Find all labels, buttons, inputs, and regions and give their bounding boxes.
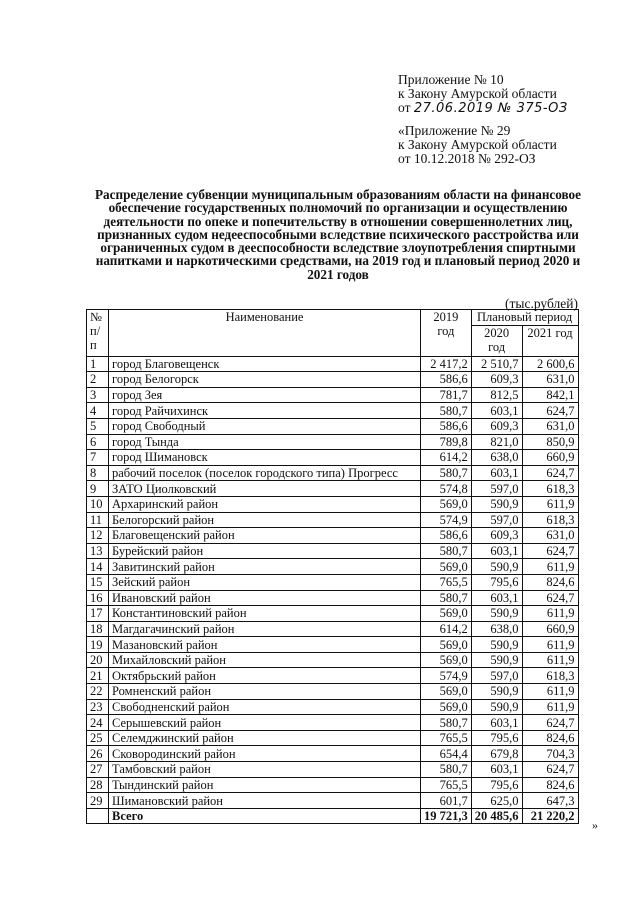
row-2021: 624,7 [522, 715, 578, 731]
appendix-previous-line2: к Закону Амурской области [398, 137, 557, 152]
row-number: 20 [87, 652, 109, 668]
appendix-previous-line1: «Приложение № 29 [398, 123, 511, 138]
row-name: Белогорский район [109, 512, 421, 528]
handwritten-date-number: 27.06.2019 № 375-ОЗ [413, 101, 568, 116]
row-2019: 580,7 [421, 715, 472, 731]
row-name: Селемджинский район [109, 730, 421, 746]
row-name: рабочий поселок (поселок городского типа) Прогресс [109, 465, 421, 481]
row-2021: 618,3 [522, 481, 578, 497]
row-number: 27 [87, 762, 109, 778]
row-2019: 574,9 [421, 668, 472, 684]
row-2019: 569,0 [421, 559, 472, 575]
table-row [87, 543, 579, 559]
row-name: Серышевский район [109, 715, 421, 731]
row-2021: 624,7 [522, 465, 578, 481]
row-2020: 638,0 [471, 621, 522, 637]
row-2020: 590,9 [471, 559, 522, 575]
row-2019: 580,7 [421, 465, 472, 481]
row-2020: 597,0 [471, 512, 522, 528]
appendix-current [398, 73, 568, 116]
table-row [87, 606, 579, 622]
row-name: город Зея [109, 387, 421, 403]
row-2020: 603,1 [471, 465, 522, 481]
total-number [87, 808, 109, 824]
row-name: Бурейский район [109, 543, 421, 559]
table-row [87, 481, 579, 497]
row-2020: 2 510,7 [471, 356, 522, 372]
row-2020: 603,1 [471, 403, 522, 419]
row-2019: 765,5 [421, 574, 472, 590]
appendix-current-line2: к Закону Амурской области [398, 86, 557, 101]
table-row [87, 621, 579, 637]
table-row [87, 465, 579, 481]
row-2021: 618,3 [522, 668, 578, 684]
appendix-current-date-prefix: от [398, 100, 411, 115]
row-2020: 638,0 [471, 450, 522, 466]
row-2020: 590,9 [471, 684, 522, 700]
row-number: 26 [87, 746, 109, 762]
table-row [87, 746, 579, 762]
row-2021: 631,0 [522, 418, 578, 434]
row-2021: 611,9 [522, 699, 578, 715]
row-number: 21 [87, 668, 109, 684]
table-row [87, 793, 579, 809]
row-2019: 569,0 [421, 684, 472, 700]
document-title: Распределение субвенции муниципальным образованиям области на финансовое обеспечение государственных полномочий по организации и осуществлению деятельности по опеке и попечительству в отношении совершеннолетних лиц, признанных судом недееспособными вследствие психического расстройства или ограниченных судом в дееспособности вследствие злоупотребления спиртными напитками и наркотическими средствами, на 2019 год и плановый период 2020 и 2021 годов [94, 187, 582, 282]
row-name: Ивановский район [109, 590, 421, 606]
row-2020: 609,3 [471, 372, 522, 388]
row-2021: 611,9 [522, 637, 578, 653]
row-name: город Шимановск [109, 450, 421, 466]
row-name: Тындинский район [109, 777, 421, 793]
row-2019: 2 417,2 [421, 356, 472, 372]
row-2021: 611,9 [522, 652, 578, 668]
table-row [87, 512, 579, 528]
row-number: 10 [87, 496, 109, 512]
row-name: город Благовещенск [109, 356, 421, 372]
row-number: 8 [87, 465, 109, 481]
table-row [87, 730, 579, 746]
row-2020: 603,1 [471, 543, 522, 559]
row-2021: 824,6 [522, 574, 578, 590]
row-number: 2 [87, 372, 109, 388]
row-2019: 569,0 [421, 637, 472, 653]
table-row [87, 450, 579, 466]
row-2019: 569,0 [421, 496, 472, 512]
row-2020: 679,8 [471, 746, 522, 762]
row-2020: 795,6 [471, 574, 522, 590]
row-2021: 624,7 [522, 543, 578, 559]
row-2019: 789,8 [421, 434, 472, 450]
row-2020: 590,9 [471, 496, 522, 512]
row-number: 11 [87, 512, 109, 528]
row-number: 4 [87, 403, 109, 419]
row-2019: 614,2 [421, 450, 472, 466]
row-2019: 569,0 [421, 699, 472, 715]
row-number: 16 [87, 590, 109, 606]
row-2019: 586,6 [421, 418, 472, 434]
table-row [87, 559, 579, 575]
row-2021: 624,7 [522, 403, 578, 419]
row-2021: 704,3 [522, 746, 578, 762]
row-2020: 812,5 [471, 387, 522, 403]
row-name: Магдагачинский район [109, 621, 421, 637]
row-number: 24 [87, 715, 109, 731]
row-2019: 569,0 [421, 652, 472, 668]
row-number: 6 [87, 434, 109, 450]
row-name: Зейский район [109, 574, 421, 590]
row-2019: 765,5 [421, 777, 472, 793]
table-row [87, 387, 579, 403]
appendix-current-line3 [398, 101, 568, 116]
row-number: 29 [87, 793, 109, 809]
table-row [87, 418, 579, 434]
row-2021: 611,9 [522, 559, 578, 575]
table-row [87, 652, 579, 668]
row-2021: 624,7 [522, 762, 578, 778]
row-2019: 580,7 [421, 590, 472, 606]
appendix-previous-line3: от 10.12.2018 № 292-ОЗ [398, 151, 536, 166]
row-2021: 611,9 [522, 684, 578, 700]
row-name: Тамбовский район [109, 762, 421, 778]
row-name: Октябрьский район [109, 668, 421, 684]
row-number: 13 [87, 543, 109, 559]
row-2019: 601,7 [421, 793, 472, 809]
table-body [87, 356, 579, 824]
header-2020: 2020 год [471, 325, 522, 356]
total-2021: 21 220,2 [522, 808, 578, 824]
row-number: 19 [87, 637, 109, 653]
row-name: Шимановский район [109, 793, 421, 809]
row-name: Михайловский район [109, 652, 421, 668]
row-name: Архаринский район [109, 496, 421, 512]
total-2020: 20 485,6 [471, 808, 522, 824]
row-2019: 765,5 [421, 730, 472, 746]
appendix-previous [398, 124, 557, 166]
row-2021: 618,3 [522, 512, 578, 528]
row-number: 14 [87, 559, 109, 575]
row-2021: 631,0 [522, 372, 578, 388]
header-number: № п/п [87, 310, 109, 357]
row-2021: 660,9 [522, 450, 578, 466]
table-row [87, 434, 579, 450]
row-number: 15 [87, 574, 109, 590]
row-2020: 597,0 [471, 481, 522, 497]
table-row [87, 590, 579, 606]
row-2020: 603,1 [471, 762, 522, 778]
row-number: 12 [87, 528, 109, 544]
row-2020: 603,1 [471, 590, 522, 606]
table-row [87, 528, 579, 544]
table-row [87, 715, 579, 731]
row-2019: 654,4 [421, 746, 472, 762]
row-2020: 609,3 [471, 528, 522, 544]
row-2020: 609,3 [471, 418, 522, 434]
total-2019: 19 721,3 [421, 808, 472, 824]
row-name: Сковородинский район [109, 746, 421, 762]
row-2021: 647,3 [522, 793, 578, 809]
row-name: Завитинский район [109, 559, 421, 575]
row-number: 7 [87, 450, 109, 466]
row-2021: 631,0 [522, 528, 578, 544]
row-2019: 574,9 [421, 512, 472, 528]
row-name: Свободненский район [109, 699, 421, 715]
row-number: 3 [87, 387, 109, 403]
subvention-table [86, 309, 579, 824]
row-number: 22 [87, 684, 109, 700]
table-row [87, 637, 579, 653]
row-2021: 842,1 [522, 387, 578, 403]
table-row [87, 668, 579, 684]
row-2019: 586,6 [421, 372, 472, 388]
row-2021: 611,9 [522, 496, 578, 512]
row-2020: 625,0 [471, 793, 522, 809]
row-number: 9 [87, 481, 109, 497]
row-name: город Тында [109, 434, 421, 450]
row-number: 28 [87, 777, 109, 793]
table-row [87, 403, 579, 419]
closing-quote: » [592, 818, 598, 832]
row-2021: 824,6 [522, 730, 578, 746]
row-number: 1 [87, 356, 109, 372]
row-2020: 795,6 [471, 777, 522, 793]
row-number: 17 [87, 606, 109, 622]
row-2019: 580,7 [421, 403, 472, 419]
row-2019: 614,2 [421, 621, 472, 637]
header-planned-period: Плановый период [471, 310, 578, 326]
row-name: ЗАТО Циолковский [109, 481, 421, 497]
row-name: Ромненский район [109, 684, 421, 700]
row-number: 23 [87, 699, 109, 715]
row-2019: 569,0 [421, 606, 472, 622]
row-2019: 580,7 [421, 762, 472, 778]
appendix-current-line1: Приложение № 10 [398, 72, 504, 87]
table-row [87, 762, 579, 778]
row-2020: 590,9 [471, 699, 522, 715]
row-2020: 590,9 [471, 637, 522, 653]
row-2020: 795,6 [471, 730, 522, 746]
table-row [87, 777, 579, 793]
header-2021: 2021 год [522, 325, 578, 356]
row-2019: 580,7 [421, 543, 472, 559]
row-number: 5 [87, 418, 109, 434]
row-2021: 660,9 [522, 621, 578, 637]
row-number: 18 [87, 621, 109, 637]
row-2021: 624,7 [522, 590, 578, 606]
row-2019: 574,8 [421, 481, 472, 497]
row-2019: 586,6 [421, 528, 472, 544]
row-2020: 597,0 [471, 668, 522, 684]
total-row [87, 808, 579, 824]
unit-label: (тыс.рублей) [505, 296, 578, 311]
total-label: Всего [109, 808, 421, 824]
table-row [87, 684, 579, 700]
row-2021: 850,9 [522, 434, 578, 450]
row-2021: 611,9 [522, 606, 578, 622]
header-2019: 2019 год [421, 310, 472, 357]
row-name: город Свободный [109, 418, 421, 434]
row-2020: 590,9 [471, 606, 522, 622]
row-name: Благовещенский район [109, 528, 421, 544]
row-2021: 824,6 [522, 777, 578, 793]
row-2019: 781,7 [421, 387, 472, 403]
row-name: Мазановский район [109, 637, 421, 653]
row-number: 25 [87, 730, 109, 746]
row-name: город Белогорск [109, 372, 421, 388]
header-name: Наименование [109, 310, 421, 357]
row-2021: 2 600,6 [522, 356, 578, 372]
row-2020: 590,9 [471, 652, 522, 668]
table-row [87, 496, 579, 512]
table-row [87, 372, 579, 388]
row-name: город Райчихинск [109, 403, 421, 419]
row-2020: 603,1 [471, 715, 522, 731]
row-name: Константиновский район [109, 606, 421, 622]
table-row [87, 574, 579, 590]
table-row [87, 699, 579, 715]
table-row [87, 356, 579, 372]
row-2020: 821,0 [471, 434, 522, 450]
